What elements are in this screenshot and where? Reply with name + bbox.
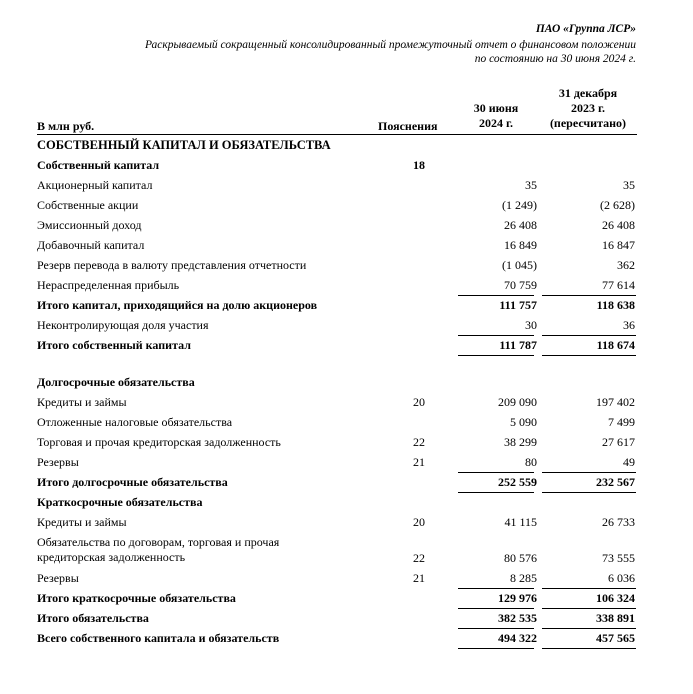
report-title: Раскрываемый сокращенный консолидированный промежуточный отчет о финансовом положении: [144, 39, 636, 51]
subtotal-rule: [458, 295, 534, 296]
row-label-line2: кредиторская задолженность: [37, 550, 186, 564]
row-value-2023: 232 567: [596, 475, 635, 489]
row-value-2024: 8 285: [510, 571, 537, 585]
row-value-2023: (2 628): [600, 198, 635, 212]
grand-total-rule: [458, 648, 534, 649]
subtotal-rule: [542, 608, 636, 609]
notes-header: Пояснения: [378, 119, 438, 133]
row-value-2024: 252 559: [498, 475, 537, 489]
row-value-2023: 27 617: [602, 435, 635, 449]
row-note: 22: [413, 435, 425, 449]
row-value-2023: 73 555: [602, 551, 635, 565]
row-label: Долгосрочные обязательства: [37, 375, 195, 389]
row-value-2024: 111 787: [499, 338, 537, 352]
total-rule: [542, 355, 636, 356]
row-value-2023: 197 402: [596, 395, 635, 409]
row-label: Собственный капитал: [37, 158, 160, 172]
row-label: Резерв перевода в валюту представления отчетности: [37, 258, 307, 272]
row-note: 20: [413, 395, 425, 409]
row-label: Итого собственный капитал: [37, 338, 191, 352]
row-value-2023: 106 324: [596, 591, 635, 605]
row-value-2024: (1 045): [502, 258, 537, 272]
row-value-2024: 38 299: [504, 435, 537, 449]
company-name: ПАО «Группа ЛСР»: [535, 23, 636, 35]
row-label: Резервы: [37, 571, 79, 585]
col2-header-line3: (пересчитано): [549, 116, 627, 130]
row-label: Акционерный капитал: [37, 178, 153, 192]
header-rule: [37, 134, 637, 135]
subtotal-rule: [458, 588, 534, 589]
row-value-2023: 26 733: [602, 515, 635, 529]
row-label: Резервы: [37, 455, 79, 469]
row-label: Собственные акции: [37, 198, 139, 212]
col2-header-line1: 31 декабря: [558, 86, 618, 100]
row-value-2024: 494 322: [498, 631, 537, 645]
row-label: Всего собственного капитала и обязательств: [37, 631, 280, 645]
row-label: [37, 535, 357, 565]
subtotal-rule: [458, 628, 534, 629]
col1-header: [458, 101, 534, 131]
total-rule: [458, 355, 534, 356]
row-label: Итого долгосрочные обязательства: [37, 475, 228, 489]
row-value-2024: 41 115: [504, 515, 537, 529]
row-value-2024: 80: [525, 455, 537, 469]
row-label: Итого капитал, приходящийся на долю акционеров: [37, 298, 318, 312]
grand-total-rule: [542, 648, 636, 649]
col1-header-line1: 30 июня: [473, 101, 519, 115]
report-date: по состоянию на 30 июня 2024 г.: [474, 53, 636, 65]
subtotal-rule: [542, 472, 636, 473]
row-value-2023: 118 674: [596, 338, 635, 352]
row-value-2023: 49: [623, 455, 635, 469]
row-note: 21: [413, 571, 425, 585]
total-rule: [458, 492, 534, 493]
row-label: Нераспределенная прибыль: [37, 278, 180, 292]
row-value-2024: 80 576: [504, 551, 537, 565]
row-label: Кредиты и займы: [37, 395, 127, 409]
col2-header-line2: 2023 г.: [570, 101, 606, 115]
row-value-2024: 111 757: [499, 298, 537, 312]
subtotal-rule: [542, 295, 636, 296]
unit-label: В млн руб.: [37, 119, 95, 133]
row-value-2024: 382 535: [498, 611, 537, 625]
row-value-2024: 26 408: [504, 218, 537, 232]
row-value-2023: 118 638: [596, 298, 635, 312]
row-value-2023: 35: [623, 178, 635, 192]
row-value-2024: 209 090: [498, 395, 537, 409]
row-value-2024: 129 976: [498, 591, 537, 605]
row-value-2024: 30: [525, 318, 537, 332]
row-value-2024: 35: [525, 178, 537, 192]
row-value-2023: 6 036: [608, 571, 635, 585]
row-label: Итого краткосрочные обязательства: [37, 591, 236, 605]
row-value-2023: 338 891: [596, 611, 635, 625]
row-value-2024: 16 849: [504, 238, 537, 252]
row-label: Эмиссионный доход: [37, 218, 142, 232]
row-note: 22: [413, 551, 425, 565]
subtotal-rule: [458, 608, 534, 609]
row-label: Отложенные налоговые обязательства: [37, 415, 233, 429]
row-label: Кредиты и займы: [37, 515, 127, 529]
row-value-2024: (1 249): [502, 198, 537, 212]
subtotal-rule: [458, 472, 534, 473]
row-note: 21: [413, 455, 425, 469]
row-value-2023: 7 499: [608, 415, 635, 429]
row-value-2024: 70 759: [504, 278, 537, 292]
row-label: Добавочный капитал: [37, 238, 145, 252]
row-value-2023: 77 614: [602, 278, 635, 292]
subtotal-rule: [458, 335, 534, 336]
row-label: Итого обязательства: [37, 611, 149, 625]
row-value-2023: 36: [623, 318, 635, 332]
row-value-2023: 26 408: [602, 218, 635, 232]
row-note: 20: [413, 515, 425, 529]
total-rule: [542, 492, 636, 493]
subtotal-rule: [542, 588, 636, 589]
subtotal-rule: [542, 335, 636, 336]
col2-header: [542, 86, 634, 131]
col1-header-line2: 2024 г.: [478, 116, 514, 130]
row-label-line1: Обязательства по договорам, торговая и прочая: [37, 535, 280, 549]
row-label: Торговая и прочая кредиторская задолженность: [37, 435, 281, 449]
row-value-2023: 362: [617, 258, 635, 272]
row-label: Неконтролирующая доля участия: [37, 318, 209, 332]
subtotal-rule: [542, 628, 636, 629]
row-value-2023: 16 847: [602, 238, 635, 252]
section-title-text: СОБСТВЕННЫЙ КАПИТАЛ И ОБЯЗАТЕЛЬСТВА: [37, 138, 331, 152]
row-value-2024: 5 090: [510, 415, 537, 429]
row-note: 18: [413, 158, 425, 172]
row-label: Краткосрочные обязательства: [37, 495, 203, 509]
row-value-2023: 457 565: [596, 631, 635, 645]
